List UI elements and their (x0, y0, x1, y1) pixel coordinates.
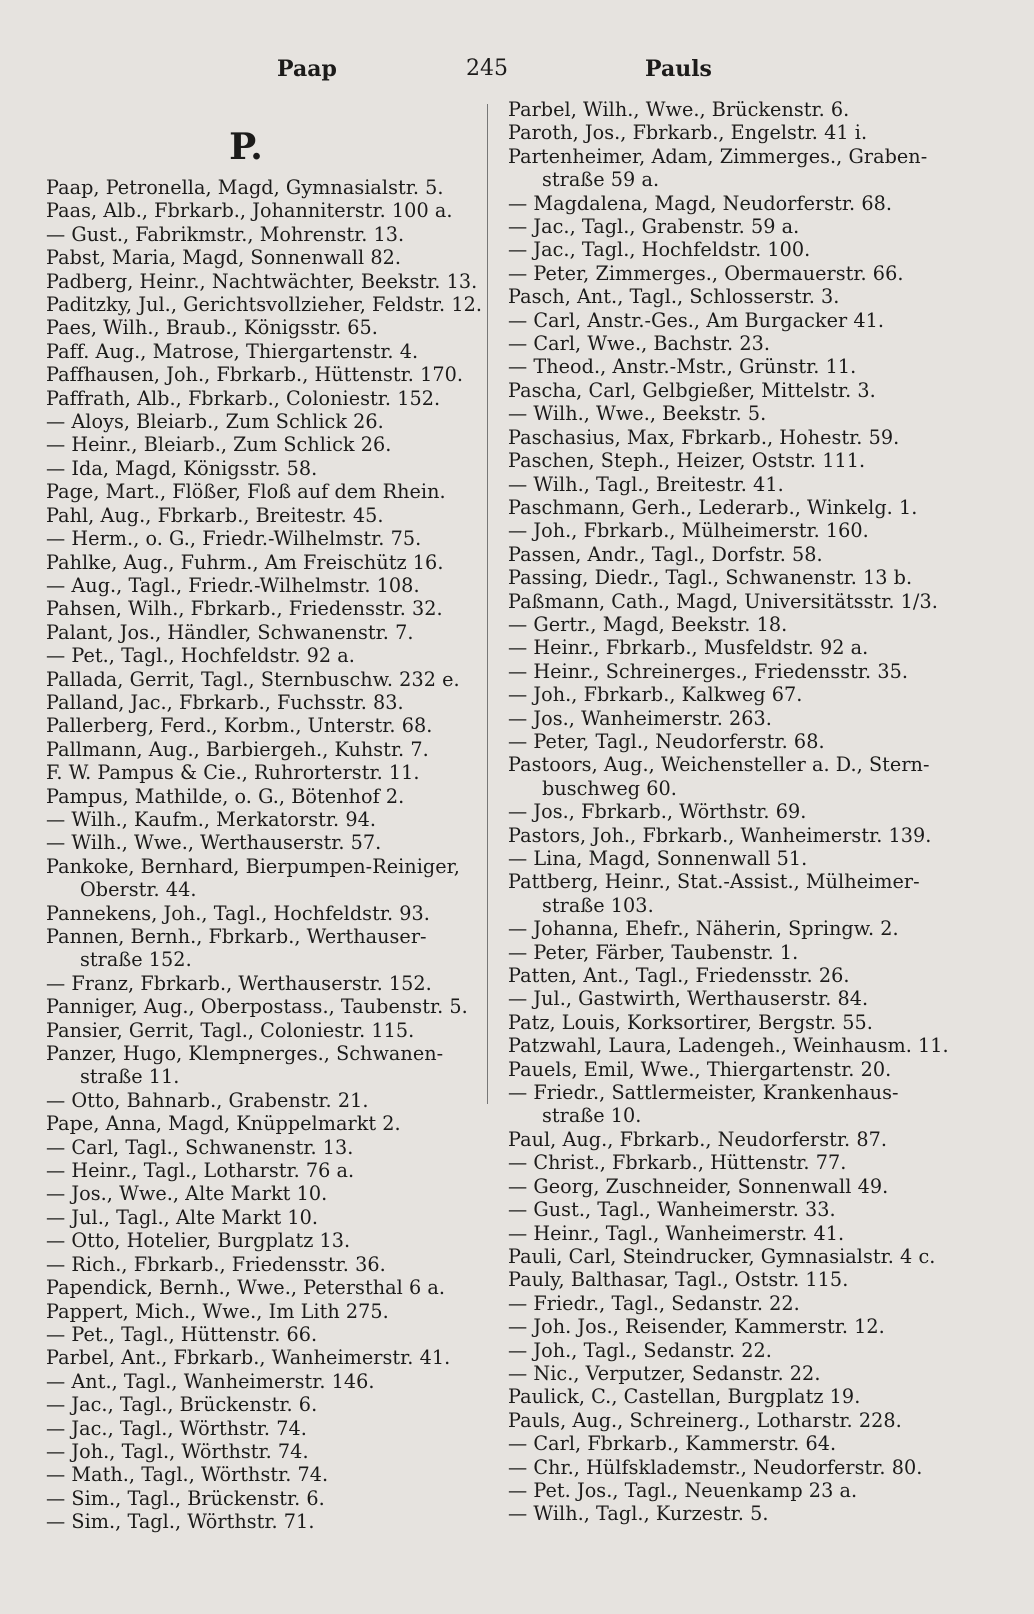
directory-entry (46, 1393, 476, 1416)
directory-entry (46, 761, 476, 784)
directory-entry (508, 1456, 952, 1479)
entry-line: — Gust., Fabrikmstr., Mohrenstr. 13. (46, 222, 405, 246)
entry-line: — Peter, Zimmerges., Obermauerstr. 66. (508, 261, 904, 285)
directory-entry (508, 660, 952, 683)
directory-entry (508, 215, 952, 238)
entry-line: Pankoke, Bernhard, Bierpumpen-Reiniger, (46, 854, 460, 878)
entry-line: — Peter, Tagl., Neudorferstr. 68. (508, 729, 825, 753)
page-number: 245 (466, 56, 508, 81)
entry-line: Pabst, Maria, Magd, Sonnenwall 82. (46, 246, 401, 270)
directory-entry (508, 730, 952, 753)
section-letter: P. (229, 126, 263, 168)
directory-entry (508, 449, 952, 472)
directory-entry (508, 917, 952, 940)
directory-entry (508, 707, 952, 730)
entry-line: Passing, Diedr., Tagl., Schwanenstr. 13 b. (508, 566, 913, 590)
entry-line: Pascha, Carl, Gelbgießer, Mittelstr. 3. (508, 378, 876, 402)
entry-line: — Wilh., Wwe., Beekstr. 5. (508, 402, 767, 426)
entry-line: — Chr., Hülfsklademstr., Neudorferstr. 80. (508, 1455, 923, 1479)
directory-entry (46, 1487, 476, 1510)
entry-line: Pallerberg, Ferd., Korbm., Unterstr. 68. (46, 714, 433, 738)
directory-entry (508, 1479, 952, 1502)
entry-line: — Gertr., Magd, Beekstr. 18. (508, 612, 788, 636)
entry-line: Patten, Ant., Tagl., Friedensstr. 26. (508, 964, 850, 988)
entry-line: Pahsen, Wilh., Fbrkarb., Friedensstr. 32. (46, 597, 443, 621)
directory-entry (508, 426, 952, 449)
directory-entry (508, 753, 952, 800)
directory-entry (46, 410, 476, 433)
entry-line: — Friedr., Tagl., Sedanstr. 22. (508, 1291, 800, 1315)
column-divider (487, 104, 488, 1104)
directory-entry (508, 636, 952, 659)
entry-line: — Jos., Wwe., Alte Markt 10. (46, 1182, 328, 1206)
entry-line: Partenheimer, Adam, Zimmerges., Graben- (508, 144, 928, 168)
running-header (0, 52, 1034, 88)
entry-line: Panniger, Aug., Oberpostass., Taubenstr. 5. (46, 995, 468, 1019)
entry-line: Pastors, Joh., Fbrkarb., Wanheimerstr. 139. (508, 823, 932, 847)
directory-entry (508, 332, 952, 355)
directory-entry (46, 714, 476, 737)
directory-entry (508, 285, 952, 308)
entry-line: — Sim., Tagl., Wörthstr. 71. (46, 1510, 315, 1534)
directory-entry (508, 192, 952, 215)
entry-line: Paff. Aug., Matrose, Thiergartenstr. 4. (46, 339, 419, 363)
entry-line: Paßmann, Cath., Magd, Universitätsstr. 1/3. (508, 589, 938, 613)
directory-entry (46, 1463, 476, 1486)
directory-entry (508, 566, 952, 589)
entry-line: — Joh., Fbrkarb., Kalkweg 67. (508, 683, 803, 707)
entry-line: Page, Mart., Flößer, Floß auf dem Rhein. (46, 480, 446, 504)
directory-entry (508, 543, 952, 566)
directory-entry (46, 1253, 476, 1276)
directory-entry (508, 800, 952, 823)
directory-entry (508, 1409, 952, 1432)
entry-line: — Jac., Tagl., Hochfeldstr. 100. (508, 238, 811, 262)
directory-entry (46, 644, 476, 667)
entry-line: — Heinr., Fbrkarb., Musfeldstr. 92 a. (508, 636, 869, 660)
entry-line: — Franz, Fbrkarb., Werthauserstr. 152. (46, 971, 432, 995)
entry-line: Pauls, Aug., Schreinerg., Lotharstr. 228. (508, 1408, 902, 1432)
header-last-name: Pauls (645, 56, 712, 82)
entry-line: Pahlke, Aug., Fuhrm., Am Freischütz 16. (46, 550, 444, 574)
directory-entry (46, 1089, 476, 1112)
directory-entry (508, 1011, 952, 1034)
directory-entry (508, 847, 952, 870)
entry-line: Pasch, Ant., Tagl., Schlosserstr. 3. (508, 285, 840, 309)
directory-entry (46, 831, 476, 854)
directory-entry (46, 738, 476, 761)
entry-line: — Rich., Fbrkarb., Friedensstr. 36. (46, 1252, 386, 1276)
directory-entry (508, 1058, 952, 1081)
entry-line: Paap, Petronella, Magd, Gymnasialstr. 5. (46, 176, 444, 199)
entry-line: Pauli, Carl, Steindrucker, Gymnasialstr. 4 c. (508, 1244, 936, 1268)
directory-entry (508, 1151, 952, 1174)
entry-line: Paffhausen, Joh., Fbrkarb., Hüttenstr. 170. (46, 363, 464, 387)
entry-line: — Theod., Anstr.-Mstr., Grünstr. 11. (508, 355, 857, 379)
directory-entry (508, 1245, 952, 1268)
right-column (508, 98, 952, 1526)
directory-entry (508, 145, 952, 192)
entry-line: — Wilh., Tagl., Kurzestr. 5. (508, 1502, 769, 1526)
entry-continuation: Oberstr. 44. (80, 878, 197, 902)
directory-entry (46, 574, 476, 597)
entry-continuation: straße 10. (542, 1104, 642, 1128)
entry-line: Pattberg, Heinr., Stat.-Assist., Mülheimer- (508, 870, 920, 894)
directory-entry (508, 1222, 952, 1245)
directory-entry (46, 597, 476, 620)
directory-entry (46, 480, 476, 503)
entry-line: F. W. Pampus & Cie., Ruhrorterstr. 11. (46, 761, 420, 785)
directory-entry (508, 1268, 952, 1291)
entry-line: — Aug., Tagl., Friedr.-Wilhelmstr. 108. (46, 573, 420, 597)
directory-entry (508, 355, 952, 378)
entry-line: Patz, Louis, Korksortirer, Bergstr. 55. (508, 1010, 873, 1034)
entry-line: — Peter, Färber, Taubenstr. 1. (508, 940, 799, 964)
entry-line: — Heinr., Schreinerges., Friedensstr. 35. (508, 659, 909, 683)
directory-entry (46, 925, 476, 972)
entry-line: Passen, Andr., Tagl., Dorfstr. 58. (508, 542, 823, 566)
directory-entry (508, 309, 952, 332)
directory-entry (508, 987, 952, 1010)
entry-line: — Magdalena, Magd, Neudorferstr. 68. (508, 191, 892, 215)
directory-entry (46, 995, 476, 1018)
directory-entry (508, 870, 952, 917)
entry-line: Pauels, Emil, Wwe., Thiergartenstr. 20. (508, 1057, 892, 1081)
directory-entry (508, 1432, 952, 1455)
directory-entry (508, 402, 952, 425)
directory-entry (46, 1346, 476, 1369)
entry-line: Paschen, Steph., Heizer, Oststr. 111. (508, 449, 866, 473)
entry-line: Pampus, Mathilde, o. G., Bötenhof 2. (46, 784, 405, 808)
entry-line: — Jac., Tagl., Wörthstr. 74. (46, 1416, 307, 1440)
directory-entry (508, 590, 952, 613)
entry-line: Pallmann, Aug., Barbiergeh., Kuhstr. 7. (46, 737, 429, 761)
entry-continuation: straße 152. (80, 948, 192, 972)
directory-entry (508, 238, 952, 261)
directory-entry (508, 262, 952, 285)
entry-line: Palland, Jac., Fbrkarb., Fuchsstr. 83. (46, 690, 404, 714)
entry-line: Pappert, Mich., Wwe., Im Lith 275. (46, 1299, 389, 1323)
entry-line: — Jos., Wanheimerstr. 263. (508, 706, 772, 730)
directory-entry (46, 1229, 476, 1252)
entry-line: — Ida, Magd, Königsstr. 58. (46, 456, 318, 480)
entry-line: Pansier, Gerrit, Tagl., Coloniestr. 115. (46, 1018, 415, 1042)
directory-entry (46, 293, 482, 317)
entry-line: — Pet., Tagl., Hüttenstr. 66. (46, 1322, 318, 1346)
entry-line: Parbel, Ant., Fbrkarb., Wanheimerstr. 41. (46, 1346, 451, 1370)
directory-entry (46, 1136, 476, 1159)
entry-line: Papendick, Bernh., Wwe., Petersthal 6 a. (46, 1276, 445, 1300)
entry-line: — Joh. Jos., Reisender, Kammerstr. 12. (508, 1315, 885, 1339)
entry-line: Palant, Jos., Händler, Schwanenstr. 7. (46, 620, 414, 644)
directory-entry (46, 902, 476, 925)
directory-entry (508, 941, 952, 964)
directory-entry (508, 1502, 952, 1525)
entry-line: Paschasius, Max, Fbrkarb., Hohestr. 59. (508, 425, 900, 449)
directory-entry (46, 457, 476, 480)
entry-line: Paschmann, Gerh., Lederarb., Winkelg. 1. (508, 495, 918, 519)
entry-line: Pallada, Gerrit, Tagl., Sternbuschw. 232 e. (46, 667, 460, 691)
entry-line: Paas, Alb., Fbrkarb., Johanniterstr. 100 a. (46, 199, 453, 223)
directory-entry (46, 433, 476, 456)
entry-line: — Jac., Tagl., Brückenstr. 6. (46, 1393, 318, 1417)
entry-line: — Joh., Tagl., Wörthstr. 74. (46, 1439, 309, 1463)
entry-line: — Sim., Tagl., Brückenstr. 6. (46, 1486, 325, 1510)
entry-line: — Jos., Fbrkarb., Wörthstr. 69. (508, 800, 807, 824)
directory-entry (508, 1315, 952, 1338)
directory-entry (508, 824, 952, 847)
directory-entry (46, 1276, 476, 1299)
directory-entry (508, 519, 952, 542)
entry-line: — Jul., Gastwirth, Werthauserstr. 84. (508, 987, 869, 1011)
directory-entry (508, 98, 952, 121)
entry-line: Pauly, Balthasar, Tagl., Oststr. 115. (508, 1268, 849, 1292)
entry-line: — Carl, Tagl., Schwanenstr. 13. (46, 1135, 354, 1159)
directory-entry (46, 1019, 476, 1042)
directory-entry (508, 1362, 952, 1385)
directory-entry (46, 176, 476, 199)
entry-line: — Heinr., Tagl., Lotharstr. 76 a. (46, 1159, 355, 1183)
directory-entry (508, 1128, 952, 1151)
entry-line: Pannekens, Joh., Tagl., Hochfeldstr. 93. (46, 901, 430, 925)
directory-entry (508, 1198, 952, 1221)
entry-continuation: straße 59 a. (542, 168, 660, 192)
entry-line: — Lina, Magd, Sonnenwall 51. (508, 847, 808, 870)
entry-line: — Carl, Fbrkarb., Kammerstr. 64. (508, 1432, 837, 1456)
entry-line: — Wilh., Wwe., Werthauserstr. 57. (46, 831, 382, 855)
directory-entry (508, 1292, 952, 1315)
entry-line: — Jac., Tagl., Grabenstr. 59 a. (508, 215, 800, 239)
directory-entry (46, 1510, 476, 1533)
directory-entry (508, 496, 952, 519)
directory-entry (46, 223, 476, 246)
entry-line: — Christ., Fbrkarb., Hüttenstr. 77. (508, 1151, 847, 1175)
entry-line: — Wilh., Kaufm., Merkatorstr. 94. (46, 807, 376, 831)
directory-entry (46, 551, 476, 574)
directory-entry (46, 785, 476, 808)
directory-entry (46, 691, 476, 714)
entry-line: Paulick, C., Castellan, Burgplatz 19. (508, 1385, 861, 1409)
directory-entry (46, 1417, 476, 1440)
header-first-name: Paap (277, 56, 337, 82)
entry-line: — Joh., Fbrkarb., Mülheimerstr. 160. (508, 519, 869, 543)
entry-line: Paffrath, Alb., Fbrkarb., Coloniestr. 152. (46, 386, 441, 410)
entry-line: Patzwahl, Laura, Ladengeh., Weinhausm. 11. (508, 1034, 949, 1058)
entry-line: — Carl, Anstr.-Ges., Am Burgacker 41. (508, 308, 885, 332)
entry-line: Padberg, Heinr., Nachtwächter, Beekstr. 13. (46, 269, 478, 293)
directory-entry (508, 379, 952, 402)
directory-entry (508, 1081, 952, 1128)
directory-entry (46, 855, 476, 902)
directory-entry (508, 1339, 952, 1362)
entry-line: Paes, Wilh., Braub., Königsstr. 65. (46, 316, 378, 340)
entry-line: — Joh., Tagl., Sedanstr. 22. (508, 1338, 772, 1362)
directory-entry (46, 270, 476, 293)
directory-entry (46, 621, 476, 644)
entry-line: — Pet., Tagl., Hochfeldstr. 92 a. (46, 644, 355, 668)
directory-entry (46, 972, 476, 995)
entry-line: Parbel, Wilh., Wwe., Brückenstr. 6. (508, 98, 850, 121)
directory-entry (46, 340, 476, 363)
directory-entry (46, 1370, 476, 1393)
directory-entry (508, 473, 952, 496)
directory-entry (46, 504, 476, 527)
directory-entry (46, 246, 476, 269)
entry-line: Pannen, Bernh., Fbrkarb., Werthauser- (46, 925, 427, 948)
entry-line: — Carl, Wwe., Bachstr. 23. (508, 332, 770, 356)
directory-entry (508, 1385, 952, 1408)
entry-line: — Georg, Zuschneider, Sonnenwall 49. (508, 1174, 889, 1198)
directory-entry (508, 121, 952, 144)
directory-entry (46, 1206, 476, 1229)
directory-entry (46, 1182, 476, 1205)
entry-line: — Otto, Hotelier, Burgplatz 13. (46, 1229, 351, 1253)
entry-continuation: buschweg 60. (542, 776, 677, 800)
directory-entry (46, 808, 476, 831)
directory-entry (46, 1112, 476, 1135)
entry-line: Panzer, Hugo, Klempnerges., Schwanen- (46, 1042, 444, 1066)
entry-line: — Nic., Verputzer, Sedanstr. 22. (508, 1361, 821, 1385)
directory-entry (508, 683, 952, 706)
directory-entry (46, 316, 476, 339)
directory-entry (508, 613, 952, 636)
entry-line: — Math., Tagl., Wörthstr. 74. (46, 1463, 329, 1487)
entry-line: Pahl, Aug., Fbrkarb., Breitestr. 45. (46, 503, 384, 527)
directory-entry (46, 1440, 476, 1463)
directory-entry (508, 964, 952, 987)
directory-entry (46, 1159, 476, 1182)
directory-entry (46, 199, 476, 222)
entry-continuation: straße 11. (80, 1065, 180, 1089)
entry-continuation: straße 103. (542, 893, 654, 917)
entry-line: Paroth, Jos., Fbrkarb., Engelstr. 41 i. (508, 121, 868, 145)
directory-entry (46, 1042, 476, 1089)
directory-entry (508, 1175, 952, 1198)
directory-entry (46, 668, 476, 691)
left-column (46, 118, 482, 1534)
entry-line: Pastoors, Aug., Weichensteller a. D., Stern- (508, 753, 930, 777)
entry-line: — Pet. Jos., Tagl., Neuenkamp 23 a. (508, 1478, 858, 1502)
entry-line: — Gust., Tagl., Wanheimerstr. 33. (508, 1198, 836, 1222)
entry-line: — Friedr., Sattlermeister, Krankenhaus- (508, 1081, 899, 1105)
entry-line: — Johanna, Ehefr., Näherin, Springw. 2. (508, 917, 899, 941)
entry-line: Pape, Anna, Magd, Knüppelmarkt 2. (46, 1112, 401, 1136)
entry-line: — Otto, Bahnarb., Grabenstr. 21. (46, 1088, 369, 1112)
entry-line: — Wilh., Tagl., Breitestr. 41. (508, 472, 784, 496)
directory-entry (46, 1323, 476, 1346)
entry-line: Paul, Aug., Fbrkarb., Neudorferstr. 87. (508, 1127, 887, 1151)
entry-line: — Heinr., Bleiarb., Zum Schlick 26. (46, 433, 392, 457)
directory-entry (46, 387, 476, 410)
directory-entry (508, 1034, 952, 1057)
directory-entry (46, 527, 476, 550)
directory-entry (46, 363, 476, 386)
entry-line: — Aloys, Bleiarb., Zum Schlick 26. (46, 410, 384, 434)
entry-line: — Herm., o. G., Friedr.-Wilhelmstr. 75. (46, 527, 422, 551)
entry-line: — Heinr., Tagl., Wanheimerstr. 41. (508, 1221, 845, 1245)
entry-line: Paditzky, Jul., Gerichtsvollzieher, Feldstr. 12. (46, 293, 482, 317)
entry-line: — Jul., Tagl., Alte Markt 10. (46, 1205, 319, 1229)
entry-line: — Ant., Tagl., Wanheimerstr. 146. (46, 1369, 375, 1393)
directory-entry (46, 1300, 476, 1323)
